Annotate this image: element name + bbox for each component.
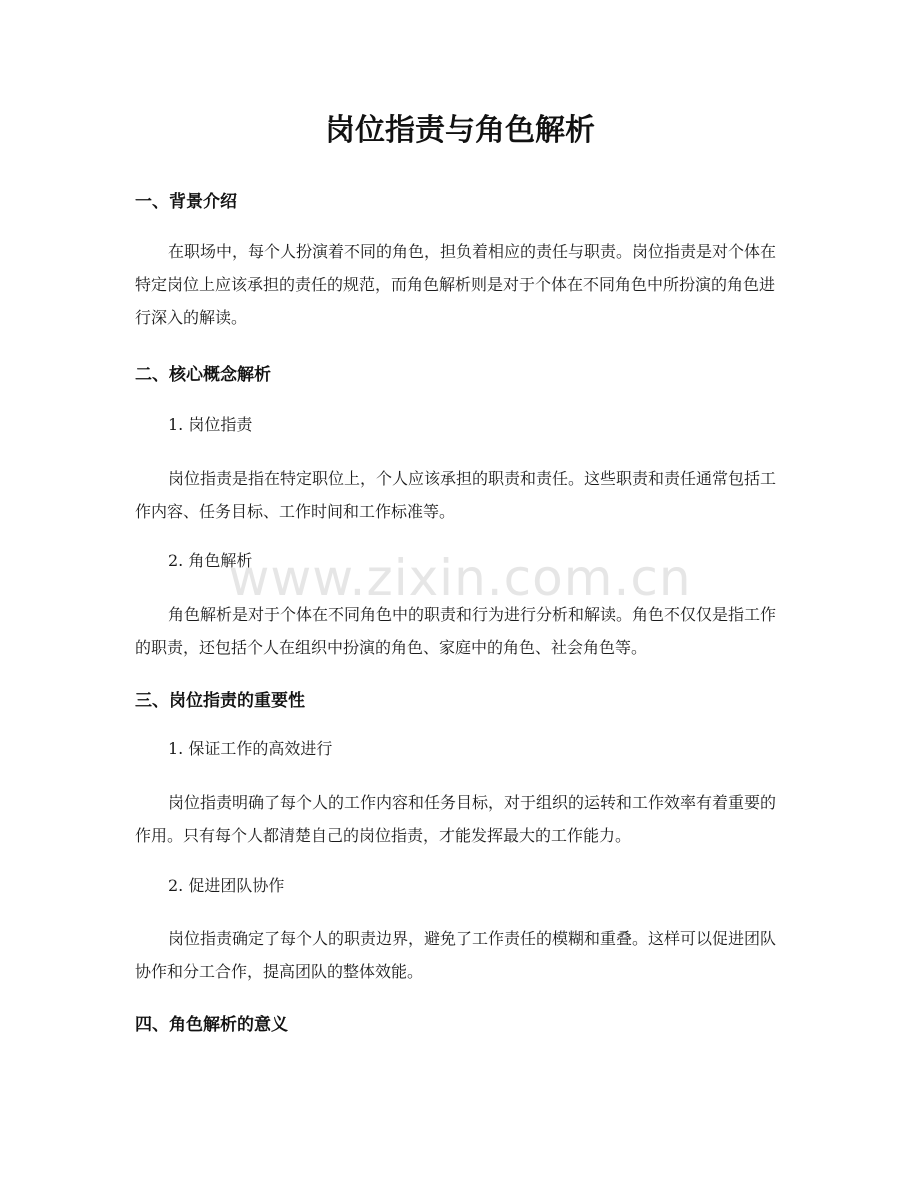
subheading-teamwork: 2. 促进团队协作 xyxy=(168,876,285,895)
subheading-efficiency: 1. 保证工作的高效进行 xyxy=(168,739,333,758)
paragraph-job-duties: 岗位指责是指在特定职位上，个人应该承担的职责和责任。这些职责和责任通常包括工作内容、任务目标、工作时间和工作标准等。 xyxy=(135,469,777,521)
section-heading-core-concepts: 二、核心概念解析 xyxy=(135,365,271,385)
subheading-job-duties: 1. 岗位指责 xyxy=(168,415,253,434)
page-title: 岗位指责与角色解析 xyxy=(325,113,595,148)
section-heading-role-meaning: 四、角色解析的意义 xyxy=(135,1015,288,1035)
paragraph-teamwork: 岗位指责确定了每个人的职责边界，避免了工作责任的模糊和重叠。这样可以促进团队协作和分工合作，提高团队的整体效能。 xyxy=(135,929,777,981)
section-heading-importance: 三、岗位指责的重要性 xyxy=(135,691,305,711)
subheading-role-analysis: 2. 角色解析 xyxy=(168,551,253,570)
paragraph-efficiency: 岗位指责明确了每个人的工作内容和任务目标，对于组织的运转和工作效率有着重要的作用。只有每个人都清楚自己的岗位指责，才能发挥最大的工作能力。 xyxy=(135,793,777,845)
paragraph-role-analysis: 角色解析是对于个体在不同角色中的职责和行为进行分析和解读。角色不仅仅是指工作的职责，还包括个人在组织中扮演的角色、家庭中的角色、社会角色等。 xyxy=(135,605,777,657)
watermark: www.zixin.com.cn xyxy=(228,549,692,607)
section-heading-background: 一、背景介绍 xyxy=(135,192,237,212)
section-paragraph-background: 在职场中，每个人扮演着不同的角色，担负着相应的责任与职责。岗位指责是对个体在特定岗位上应该承担的责任的规范，而角色解析则是对于个体在不同角色中所扮演的角色进行深入的解读。 xyxy=(135,242,777,327)
